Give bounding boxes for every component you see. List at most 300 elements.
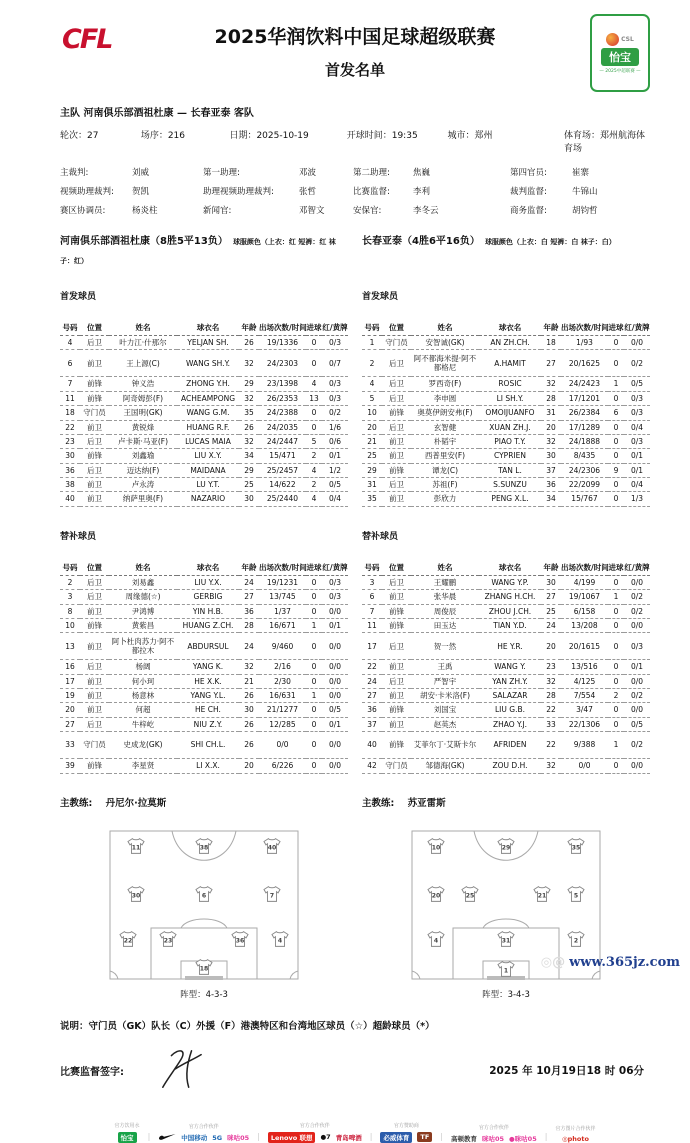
- table-row: [60, 575, 348, 589]
- away-coach-line: [362, 795, 650, 809]
- cell: 0: [306, 420, 322, 434]
- cell: 0: [306, 674, 322, 688]
- jersey-icon: [263, 837, 282, 858]
- sponsor-logo: 青岛啤酒: [335, 1133, 362, 1142]
- cell: 25: [541, 604, 561, 618]
- cell: LUCAS MAIA: [177, 434, 239, 448]
- svg-text:36: 36: [235, 936, 245, 944]
- cell: 27: [60, 717, 80, 731]
- table-row: [362, 575, 650, 589]
- cell: 30: [541, 575, 561, 589]
- legend-notes: 说明：守门员（GK）队长（C）外援（F）港澳特区和台湾地区球员（☆）超龄球员（*）: [60, 1020, 435, 1032]
- cell: 1: [608, 590, 624, 604]
- jersey-icon: [567, 930, 586, 951]
- cell: 前锋: [80, 449, 109, 463]
- cell: 刘鑫瑜: [109, 449, 177, 463]
- cell: 26: [239, 717, 259, 731]
- cell: 4: [306, 492, 322, 506]
- cell: 0/0: [322, 674, 348, 688]
- cell: 6: [362, 590, 382, 604]
- signature-row: [60, 1046, 650, 1096]
- table-row: [362, 377, 650, 391]
- cell: 前锋: [80, 618, 109, 632]
- cell: 31: [362, 478, 382, 492]
- table-row: [60, 434, 348, 448]
- jersey-icon: [567, 837, 586, 858]
- jersey-icon: [426, 885, 445, 906]
- column-header: 出场次数/时间: [259, 320, 306, 336]
- signature-datetime: 2025 年 10月19日18 时 06分: [489, 1065, 644, 1077]
- cell: 13/208: [561, 618, 608, 632]
- cell: 2: [608, 689, 624, 703]
- jersey-icon: [460, 885, 479, 906]
- cell: ZHANG H.CH.: [479, 590, 541, 604]
- cell: 0: [608, 478, 624, 492]
- cell: 10: [60, 618, 80, 632]
- jersey-icon: [426, 837, 445, 858]
- table-header-row: [362, 320, 650, 336]
- cell: 0: [608, 618, 624, 632]
- official-name: 杨炎柱: [132, 206, 158, 216]
- cell: 黄锐烽: [109, 420, 177, 434]
- cell: 33: [60, 732, 80, 759]
- cell: 4/125: [561, 674, 608, 688]
- cell: 0/1: [322, 618, 348, 632]
- jersey-icon: [533, 885, 552, 906]
- cell: 前卫: [80, 604, 109, 618]
- cell: 前卫: [80, 420, 109, 434]
- cell: 0/0: [322, 660, 348, 674]
- svg-text:10: 10: [431, 843, 440, 851]
- table-row: [362, 604, 650, 618]
- cell: 21: [362, 434, 382, 448]
- cell: 32: [239, 350, 259, 377]
- cell: 0/2: [624, 350, 650, 377]
- cell: 11: [60, 391, 80, 405]
- cell: 前卫: [80, 492, 109, 506]
- table-row: [362, 336, 650, 350]
- column-header: 进球: [608, 320, 624, 336]
- official-pair: [353, 185, 510, 197]
- cell: HE X.K.: [177, 674, 239, 688]
- sponsor-logo: 咪咕05: [227, 1134, 250, 1142]
- away-coach-name: 苏亚雷斯: [407, 797, 446, 809]
- table-row: [362, 463, 650, 477]
- cell: 30: [239, 492, 259, 506]
- cell: 2: [306, 449, 322, 463]
- sponsor-divider: |: [544, 1131, 548, 1141]
- cell: 0/3: [624, 434, 650, 448]
- cell: 0: [608, 633, 624, 660]
- table-row: [60, 420, 348, 434]
- cell: ABDURSUL: [177, 633, 239, 660]
- cell: 1: [306, 689, 322, 703]
- watermark: [541, 955, 680, 970]
- cell: NIU Z.Y.: [177, 717, 239, 731]
- cell: 0: [608, 420, 624, 434]
- cell: 0/3: [322, 590, 348, 604]
- cell: 守门员: [382, 759, 411, 773]
- cell: 0: [306, 575, 322, 589]
- away-starters-table: [362, 320, 650, 507]
- cell: 24: [541, 618, 561, 632]
- away-starters-label: 首发球员: [362, 292, 399, 302]
- teams-line: 主队 河南俱乐部酒祖杜康 — 长春亚泰 客队: [60, 108, 254, 119]
- cell: 王耀鹏: [411, 575, 479, 589]
- cell: ZHOU J.CH.: [479, 604, 541, 618]
- cell: 0: [306, 350, 322, 377]
- cell: YANG Y.L.: [177, 689, 239, 703]
- table-row: [60, 759, 348, 773]
- column-header: 年龄: [239, 560, 259, 576]
- svg-text:20: 20: [431, 891, 440, 899]
- cell: YIN H.B.: [177, 604, 239, 618]
- home-kit-colors: 球服颜色（上衣：红 短裤：红 袜子：红）: [60, 238, 336, 265]
- official-pair: [353, 204, 510, 216]
- cell: 28: [541, 689, 561, 703]
- cell: 0/4: [624, 420, 650, 434]
- cell: 0: [306, 717, 322, 731]
- cell: 6: [60, 350, 80, 377]
- cell: PENG X.L.: [479, 492, 541, 506]
- table-row: [362, 689, 650, 703]
- table-row: [362, 492, 650, 506]
- cell: 6: [608, 406, 624, 420]
- official-pair: [510, 166, 650, 178]
- cell: 0/6: [322, 434, 348, 448]
- cell: 0/7: [322, 350, 348, 377]
- cell: 5: [306, 434, 322, 448]
- column-header: 年龄: [541, 320, 561, 336]
- cell: 20: [60, 703, 80, 717]
- column-header: 位置: [80, 560, 109, 576]
- cell: 35: [239, 406, 259, 420]
- cell: 李星贤: [109, 759, 177, 773]
- cell: 0/0: [624, 575, 650, 589]
- cell: GERBIG: [177, 590, 239, 604]
- cell: 37: [362, 717, 382, 731]
- cell: TIAN Y.D.: [479, 618, 541, 632]
- cell: 0: [608, 449, 624, 463]
- table-row: [60, 377, 348, 391]
- cell: 24/1888: [561, 434, 608, 448]
- column-header: 红/黄牌: [624, 560, 650, 576]
- cell: 0/2: [624, 732, 650, 759]
- table-row: [362, 618, 650, 632]
- sponsor-divider: |: [369, 1131, 373, 1141]
- jersey-icon: [126, 837, 145, 858]
- table-row: [60, 590, 348, 604]
- cell: LU Y.T.: [177, 478, 239, 492]
- cell: 13: [60, 633, 80, 660]
- cell: 0/5: [624, 717, 650, 731]
- cell: 0/2: [322, 406, 348, 420]
- sponsor-group: [115, 1122, 140, 1143]
- cell: 26: [239, 336, 259, 350]
- cell: 0/3: [322, 391, 348, 405]
- official-name: 张哲: [299, 187, 317, 197]
- cell: 0/0: [322, 759, 348, 773]
- official-pair: [203, 185, 353, 197]
- cell: AFRIDEN: [479, 732, 541, 759]
- cell: 后卫: [80, 336, 109, 350]
- column-header: 姓名: [411, 320, 479, 336]
- cell: 26: [239, 420, 259, 434]
- cell: 2: [306, 478, 322, 492]
- cell: 29: [239, 377, 259, 391]
- sponsor-logo: 5G: [212, 1133, 223, 1142]
- cell: 0/4: [322, 492, 348, 506]
- cell: 李申圆: [411, 391, 479, 405]
- cell: 0: [608, 575, 624, 589]
- svg-text:30: 30: [131, 891, 140, 899]
- column-header: 位置: [382, 320, 411, 336]
- cell: 0/0: [624, 674, 650, 688]
- cell: 前卫: [382, 590, 411, 604]
- cell: 0: [306, 732, 322, 759]
- table-row: [362, 350, 650, 377]
- cell: 1: [362, 336, 382, 350]
- cell: 25/2457: [259, 463, 306, 477]
- jersey-icon: [567, 885, 586, 906]
- cell: 0: [306, 703, 322, 717]
- cell: 17/1289: [561, 420, 608, 434]
- cell: 30: [541, 449, 561, 463]
- coach-label: 主教练:: [362, 797, 395, 809]
- official-role-label: 赛区协调员:: [60, 206, 106, 216]
- away-subs-table: [362, 560, 650, 774]
- cell: 20/1625: [561, 350, 608, 377]
- cell: 22: [541, 703, 561, 717]
- table-row: [362, 449, 650, 463]
- cell: 17/1201: [561, 391, 608, 405]
- cell: LIU Y.X.: [177, 575, 239, 589]
- cell: 1: [608, 377, 624, 391]
- official-role-label: 新闻官:: [203, 206, 232, 216]
- column-header: 号码: [60, 560, 80, 576]
- cell: 0/0: [322, 732, 348, 759]
- jersey-icon: [497, 837, 516, 858]
- cell: 叶力江·什那尔: [109, 336, 177, 350]
- cell: 0: [608, 492, 624, 506]
- cell: 0/0: [624, 703, 650, 717]
- cell: 0/0: [624, 759, 650, 773]
- home-team-name: 河南俱乐部酒祖杜康（8胜5平13负）: [60, 236, 228, 247]
- cell: 40: [60, 492, 80, 506]
- cell: 34: [541, 492, 561, 506]
- cell: 24/2423: [561, 377, 608, 391]
- round-info: 轮次：27: [60, 131, 99, 141]
- cell: 安智诚(GK): [411, 336, 479, 350]
- jersey-icon: [195, 959, 214, 980]
- table-row: [60, 674, 348, 688]
- home-coach-name: 丹尼尔·拉莫斯: [105, 797, 167, 809]
- cell: 4: [306, 463, 322, 477]
- sponsor-group: [451, 1124, 537, 1143]
- sponsor-divider: |: [440, 1131, 443, 1141]
- cell: 前锋: [382, 703, 411, 717]
- table-row: [362, 434, 650, 448]
- sponsor-logo: Lenovo 联想: [268, 1132, 316, 1143]
- jersey-icon: [231, 930, 250, 951]
- cell: 27: [362, 689, 382, 703]
- cell: 37: [541, 463, 561, 477]
- cell: 卢永涛: [109, 478, 177, 492]
- cell: 2/16: [259, 660, 306, 674]
- away-subs-label: 替补球员: [362, 531, 399, 542]
- cell: 0/1: [322, 717, 348, 731]
- cell: 24/2035: [259, 420, 306, 434]
- column-header: 号码: [362, 560, 382, 576]
- table-row: [362, 674, 650, 688]
- cell: 17: [60, 674, 80, 688]
- cell: 40: [362, 732, 382, 759]
- cell: 前卫: [382, 492, 411, 506]
- sponsor-divider: |: [147, 1131, 151, 1141]
- table-row: [362, 732, 650, 759]
- cell: 4: [60, 336, 80, 350]
- official-name: 邓智文: [299, 206, 325, 216]
- cell: NAZARIO: [177, 492, 239, 506]
- cell: 9/388: [561, 732, 608, 759]
- sponsor-brand-label: 怡宝: [601, 48, 639, 66]
- cell: 彭欣力: [411, 492, 479, 506]
- sponsor-logo: 必威体育: [380, 1132, 412, 1143]
- official-name: 胡钧哲: [572, 206, 598, 216]
- cell: 杨意林: [109, 689, 177, 703]
- cell: 20/1615: [561, 633, 608, 660]
- cell: 0/1: [624, 449, 650, 463]
- column-header: 姓名: [411, 560, 479, 576]
- official-role-label: 助理视频助理裁判:: [203, 187, 274, 197]
- home-coach-line: [60, 795, 348, 809]
- cell: 19/1231: [259, 575, 306, 589]
- jersey-icon: [158, 930, 177, 951]
- cell: 0/0: [322, 689, 348, 703]
- cell: 13/516: [561, 660, 608, 674]
- stadium-info: 体育场：郑州航海体育场: [563, 131, 645, 154]
- cell: 前锋: [382, 732, 411, 759]
- csl-crest-icon: [606, 33, 634, 46]
- cell: 23/1398: [259, 377, 306, 391]
- svg-text:22: 22: [123, 936, 133, 944]
- cell: 前卫: [80, 633, 109, 660]
- cell: 0/2: [624, 604, 650, 618]
- cell: 1/37: [259, 604, 306, 618]
- cell: TAN L.: [479, 463, 541, 477]
- cell: 23: [60, 434, 80, 448]
- table-header-row: [60, 560, 348, 576]
- cell: 朴韬宇: [411, 434, 479, 448]
- cell: AN ZH.CH.: [479, 336, 541, 350]
- cell: 后卫: [80, 434, 109, 448]
- cell: 7: [362, 604, 382, 618]
- cell: 7: [60, 377, 80, 391]
- column-header: 年龄: [239, 320, 259, 336]
- cell: 后卫: [80, 590, 109, 604]
- away-formation-label: 阵型：3-4-3: [482, 989, 530, 1000]
- cell: YANG K.: [177, 660, 239, 674]
- cell: YAN ZH.Y.: [479, 674, 541, 688]
- jersey-icon: [263, 885, 282, 906]
- cell: 26/2384: [561, 406, 608, 420]
- page-subtitle: 首发名单: [324, 61, 385, 79]
- cell: 王禹: [411, 660, 479, 674]
- jersey-icon: [271, 930, 290, 951]
- cell: 36: [362, 703, 382, 717]
- table-row: [60, 660, 348, 674]
- cell: PIAO T.Y.: [479, 434, 541, 448]
- cell: 0/0: [259, 732, 306, 759]
- official-name: 崔寨: [572, 168, 590, 178]
- cell: 0/0: [322, 604, 348, 618]
- jersey-icon: [497, 930, 516, 951]
- home-formation-diagram: [109, 830, 299, 1000]
- cell: 5: [362, 391, 382, 405]
- cell: 30: [60, 449, 80, 463]
- cell: 后卫: [382, 391, 411, 405]
- cell: WANG SH.Y.: [177, 350, 239, 377]
- cell: 赵英杰: [411, 717, 479, 731]
- cell: 后卫: [382, 350, 411, 377]
- cell: 20: [541, 633, 561, 660]
- cell: 守门员: [80, 406, 109, 420]
- official-name: 焦巍: [413, 168, 431, 178]
- cell: 0: [306, 759, 322, 773]
- table-header-row: [362, 560, 650, 576]
- cell: 0/0: [561, 759, 608, 773]
- table-row: [362, 633, 650, 660]
- cell: 22: [541, 732, 561, 759]
- official-pair: [510, 185, 650, 197]
- table-row: [60, 633, 348, 660]
- cell: 0/3: [624, 633, 650, 660]
- cell: 胡安·卡米洛(F): [411, 689, 479, 703]
- cell: 前锋: [382, 618, 411, 632]
- cell: 钟义浩: [109, 377, 177, 391]
- table-row: [60, 406, 348, 420]
- column-header: 红/黄牌: [322, 320, 348, 336]
- home-team-header: [60, 229, 348, 267]
- cell: 贺一然: [411, 633, 479, 660]
- svg-text:23: 23: [163, 936, 173, 944]
- cell: 前锋: [382, 463, 411, 477]
- cell: 19: [60, 689, 80, 703]
- sponsor-caption: 官方合作伙伴: [299, 1122, 330, 1129]
- table-row: [362, 703, 650, 717]
- official-pair: [203, 166, 353, 178]
- column-header: 进球: [608, 560, 624, 576]
- cell: 24: [239, 633, 259, 660]
- table-row: [60, 604, 348, 618]
- cell: 39: [60, 759, 80, 773]
- official-name: 邓波: [299, 168, 317, 178]
- cell: 9: [608, 463, 624, 477]
- supervisor-signature: [142, 1046, 220, 1096]
- sponsor-strip: [60, 1122, 650, 1143]
- cell: 25: [362, 449, 382, 463]
- cell: 0: [608, 336, 624, 350]
- svg-text:35: 35: [572, 843, 581, 851]
- cell: 32: [541, 434, 561, 448]
- column-header: 姓名: [109, 320, 177, 336]
- cell: 苏祖(F): [411, 478, 479, 492]
- column-header: 球衣名: [177, 320, 239, 336]
- cell: 1/6: [322, 420, 348, 434]
- cell: 0: [306, 336, 322, 350]
- svg-text:31: 31: [501, 936, 511, 944]
- sponsor-logo: ◎photo: [561, 1134, 589, 1143]
